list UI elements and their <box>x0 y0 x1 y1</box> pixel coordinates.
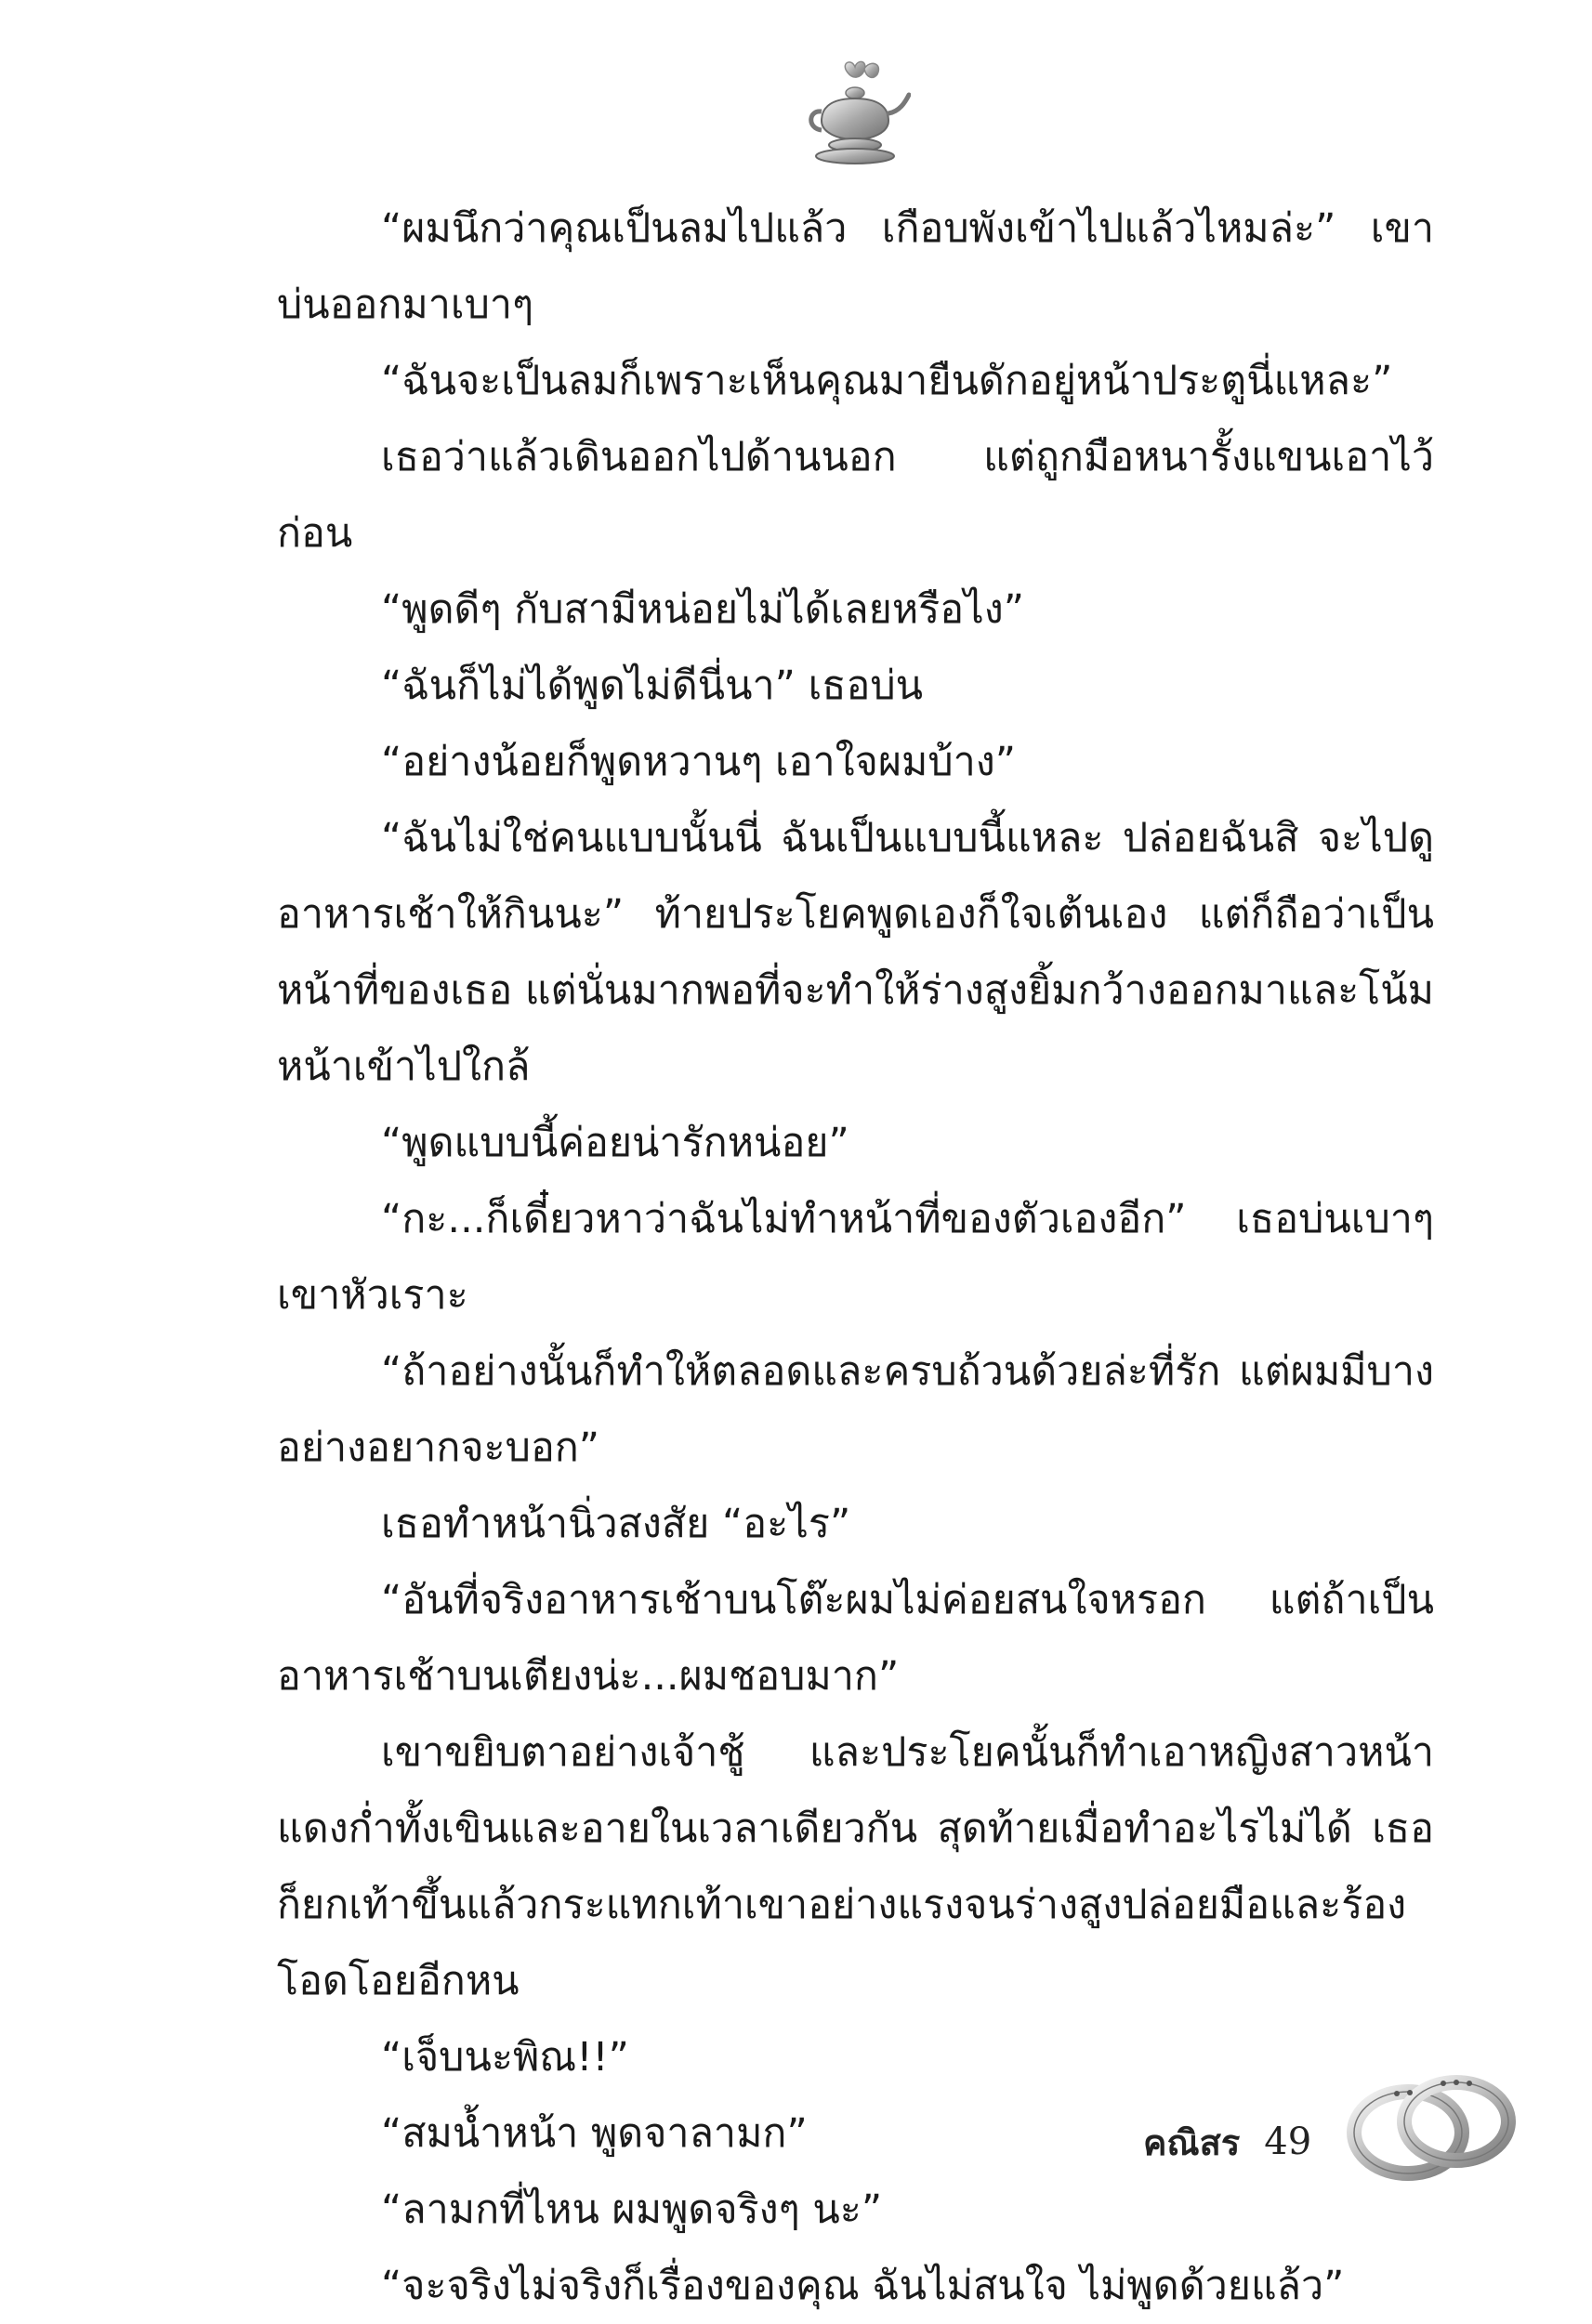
paragraph: “สมน้ำหน้า พูดจาลามก” <box>381 2110 808 2157</box>
paragraph: “ฉันไม่ใช่คนแบบนั้นนี่ ฉันเป็นแบบนี้แหละ ปล่อยฉันสิ จะไปดูอาหารเช้าให้กินนะ” ท้ายประโยคพูดเองก็ใจเต้นเอง แต่ก็ถือว่าเป็นหน้าที่ของเธอ แต่นั่นมากพอที่จะทำให้ร่างสูงยิ้มกว้างออกมาและโน้มหน้าเข้าไปใกล้ <box>277 815 1434 1090</box>
paragraph: “ถ้าอย่างนั้นก็ทำให้ตลอดและครบถ้วนด้วยล่ะที่รัก แต่ผมมีบางอย่างอยากจะบอก” <box>277 1348 1434 1471</box>
teapot-with-doves-icon <box>799 56 911 167</box>
paragraph: “กะ...ก็เดี๋ยวหาว่าฉันไม่ทำหน้าที่ของตัวเองอีก” เธอบ่นเบาๆ เขาหัวเราะ <box>277 1196 1434 1319</box>
paragraph: “เจ็บนะพิณ!!” <box>381 2034 629 2081</box>
paragraph: เขาขยิบตาอย่างเจ้าชู้ และประโยคนั้นก็ทำเอาหญิงสาวหน้าแดงก่ำทั้งเขินและอายในเวลาเดียวกัน สุดท้ายเมื่อทำอะไรไม่ได้ เธอก็ยกเท้าขึ้นแล้วกระแทกเท้าเขาอย่างแรงจนร่างสูงปล่อยมือและร้องโอดโอยอีกหน <box>277 1729 1434 2004</box>
chapter-text <box>277 190 1434 2324</box>
wedding-rings-icon <box>1343 2058 1520 2198</box>
paragraph: เธอทำหน้านิ่วสงสัย “อะไร” <box>381 1501 851 1547</box>
paragraph: “พูดแบบนี้ค่อยน่ารักหน่อย” <box>381 1120 849 1166</box>
paragraph: “ผมนึกว่าคุณเป็นลมไปแล้ว เกือบพังเข้าไปแล้วไหมล่ะ” เขาบ่นออกมาเบาๆ <box>277 205 1434 328</box>
author-name: คณิสร <box>1143 2121 1241 2163</box>
paragraph: “จะจริงไม่จริงก็เรื่องของคุณ ฉันไม่สนใจ ไม่พูดด้วยแล้ว” <box>381 2263 1345 2309</box>
paragraph: “พูดดีๆ กับสามีหน่อยไม่ได้เลยหรือไง” <box>381 586 1024 633</box>
page-footer <box>1143 2109 1311 2174</box>
paragraph: “ลามกที่ไหน ผมพูดจริงๆ นะ” <box>381 2186 883 2233</box>
page-number: 49 <box>1264 2120 1312 2163</box>
paragraph: “ฉันจะเป็นลมก็เพราะเห็นคุณมายืนดักอยู่หน้าประตูนี่แหละ” <box>381 358 1393 404</box>
paragraph: “อย่างน้อยก็พูดหวานๆ เอาใจผมบ้าง” <box>381 739 1017 785</box>
paragraph: “ฉันก็ไม่ได้พูดไม่ดีนี่นา” เธอบ่น <box>381 663 924 709</box>
paragraph: “อันที่จริงอาหารเช้าบนโต๊ะผมไม่ค่อยสนใจหรอก แต่ถ้าเป็นอาหารเช้าบนเตียงน่ะ...ผมชอบมาก” <box>277 1577 1434 1700</box>
paragraph: เธอว่าแล้วเดินออกไปด้านนอก แต่ถูกมือหนารั้งแขนเอาไว้ก่อน <box>277 434 1434 557</box>
